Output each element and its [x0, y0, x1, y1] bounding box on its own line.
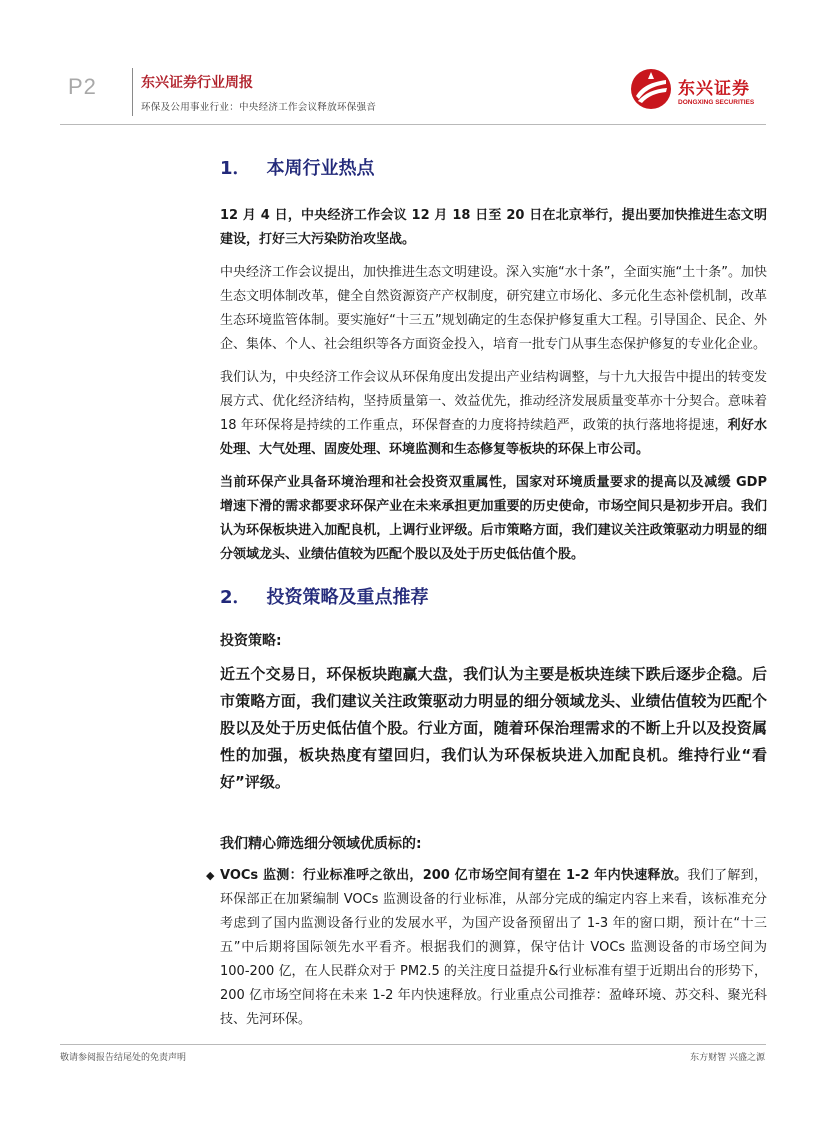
- section-1-para-1: 中央经济工作会议提出，加快推进生态文明建设。深入实施“水十条”，全面实施“土十条”。加快生态文明体制改革，健全自然资源资产产权制度，研究建立市场化、多元化生态补偿机制，改革生态环境监管体制。要实施好“十三五”规划确定的生态保护修复重大工程。引导国企、民企、外企、集体、个人、社会组织等各方面资金投入，培育一批专门从事生态保护修复的专业化企业。: [220, 265, 767, 352]
- footer-disclaimer: 敬请参阅报告结尾处的免责声明: [60, 1053, 187, 1063]
- section-2-number: 2．: [220, 587, 251, 608]
- report-subtitle: 环保及公用事业行业：中央经济工作会议释放环保强音: [141, 102, 377, 113]
- company-logo: [628, 68, 764, 116]
- header-rule: [60, 124, 766, 125]
- list-item: [206, 864, 767, 1032]
- section-2-title: 投资策略及重点推荐: [266, 587, 429, 608]
- main-content: [206, 150, 767, 1032]
- report-title: 东兴证券行业周报: [141, 75, 253, 91]
- logo-text-cn: 东兴证券: [678, 79, 750, 99]
- bullet-vocs: [220, 864, 767, 1032]
- footer-rule: [60, 1044, 766, 1045]
- section-1-para-2-text: 我们认为，中央经济工作会议从环保角度出发提出产业结构调整，与十九大报告中提出的转变发展方式、优化经济结构，坚持质量第一、效益优先，推动经济发展质量变革亦十分契合。意味着 18 年环保将是持续的工作重点，环保督查的力度将持续趋严，政策的执行落地将提速，: [220, 370, 767, 433]
- section-1-title: 本周行业热点: [266, 158, 375, 179]
- strategy-text: 近五个交易日，环保板块跑赢大盘，我们认为主要是板块连续下跌后逐步企稳。后市策略方面，我们建议关注政策驱动力明显的细分领域龙头、业绩估值较为匹配个股以及处于历史低估值个股。行业方面，随着环保治理需求的不断上升以及投资属性的加强，板块热度有望回归，我们认为环保板块进入加配良机。维持行业“看好”评级。: [220, 665, 767, 791]
- page-number: P2: [68, 74, 97, 99]
- section-1-para-2-emphasis: 利好水处理、大气处理、固废处理、环境监测和生态修复等板块的环保上市公司。: [220, 418, 767, 457]
- section-1-para-2: [220, 366, 767, 462]
- section-1-lead: 12 月 4 日，中央经济工作会议 12 月 18 日至 20 日在北京举行，提出要加快推进生态文明建设，打好三大污染防治攻坚战。: [220, 208, 767, 247]
- section-2-heading: [220, 579, 767, 613]
- bullet-vocs-title: VOCs 监测：行业标准呼之欲出，200 亿市场空间有望在 1-2 年内快速释放。: [220, 868, 688, 883]
- picks-label: 我们精心筛选细分领域优质标的:: [220, 836, 422, 852]
- strategy-label: 投资策略:: [220, 633, 282, 649]
- section-1-heading: [220, 150, 767, 184]
- header-divider: [132, 68, 133, 116]
- section-1-para-3: 当前环保产业具备环境治理和社会投资双重属性，国家对环境质量要求的提高以及减缓 GDP 增速下滑的需求都要求环保产业在未来承担更加重要的历史使命，市场空间只是初步开启。我们认为环保板块进入加配良机，上调行业评级。后市策略方面，我们建议关注政策驱动力明显的细分领域龙头、业绩估值较为匹配个股以及处于历史低估值个股。: [220, 475, 767, 562]
- section-1-number: 1．: [220, 158, 251, 179]
- bullet-vocs-text: 我们了解到，环保部正在加紧编制 VOCs 监测设备的行业标准，从部分完成的编定内容上来看，该标准充分考虑到了国内监测设备行业的发展水平，为国产设备预留出了 1-3 年的窗口期，预计在“十三五”中后期将国际领先水平看齐。根据我们的测算，保守估计 VOCs 监测设备的市场空间为 100-200 亿，在人民群众对于 PM2.5 的关注度日益提升&行业标准有望于近期出台的形势下，200 亿市场空间将在未来 1-2 年内快速释放。行业重点公司推荐：盈峰环境、苏交科、聚光科技、先河环保。: [220, 868, 767, 1027]
- footer-slogan: 东方财智 兴盛之源: [690, 1053, 765, 1063]
- bullet-diamond-icon: ◆: [206, 869, 215, 882]
- logo-emblem-icon: [630, 68, 672, 110]
- logo-text-en: DONGXING SECURITIES: [678, 99, 755, 106]
